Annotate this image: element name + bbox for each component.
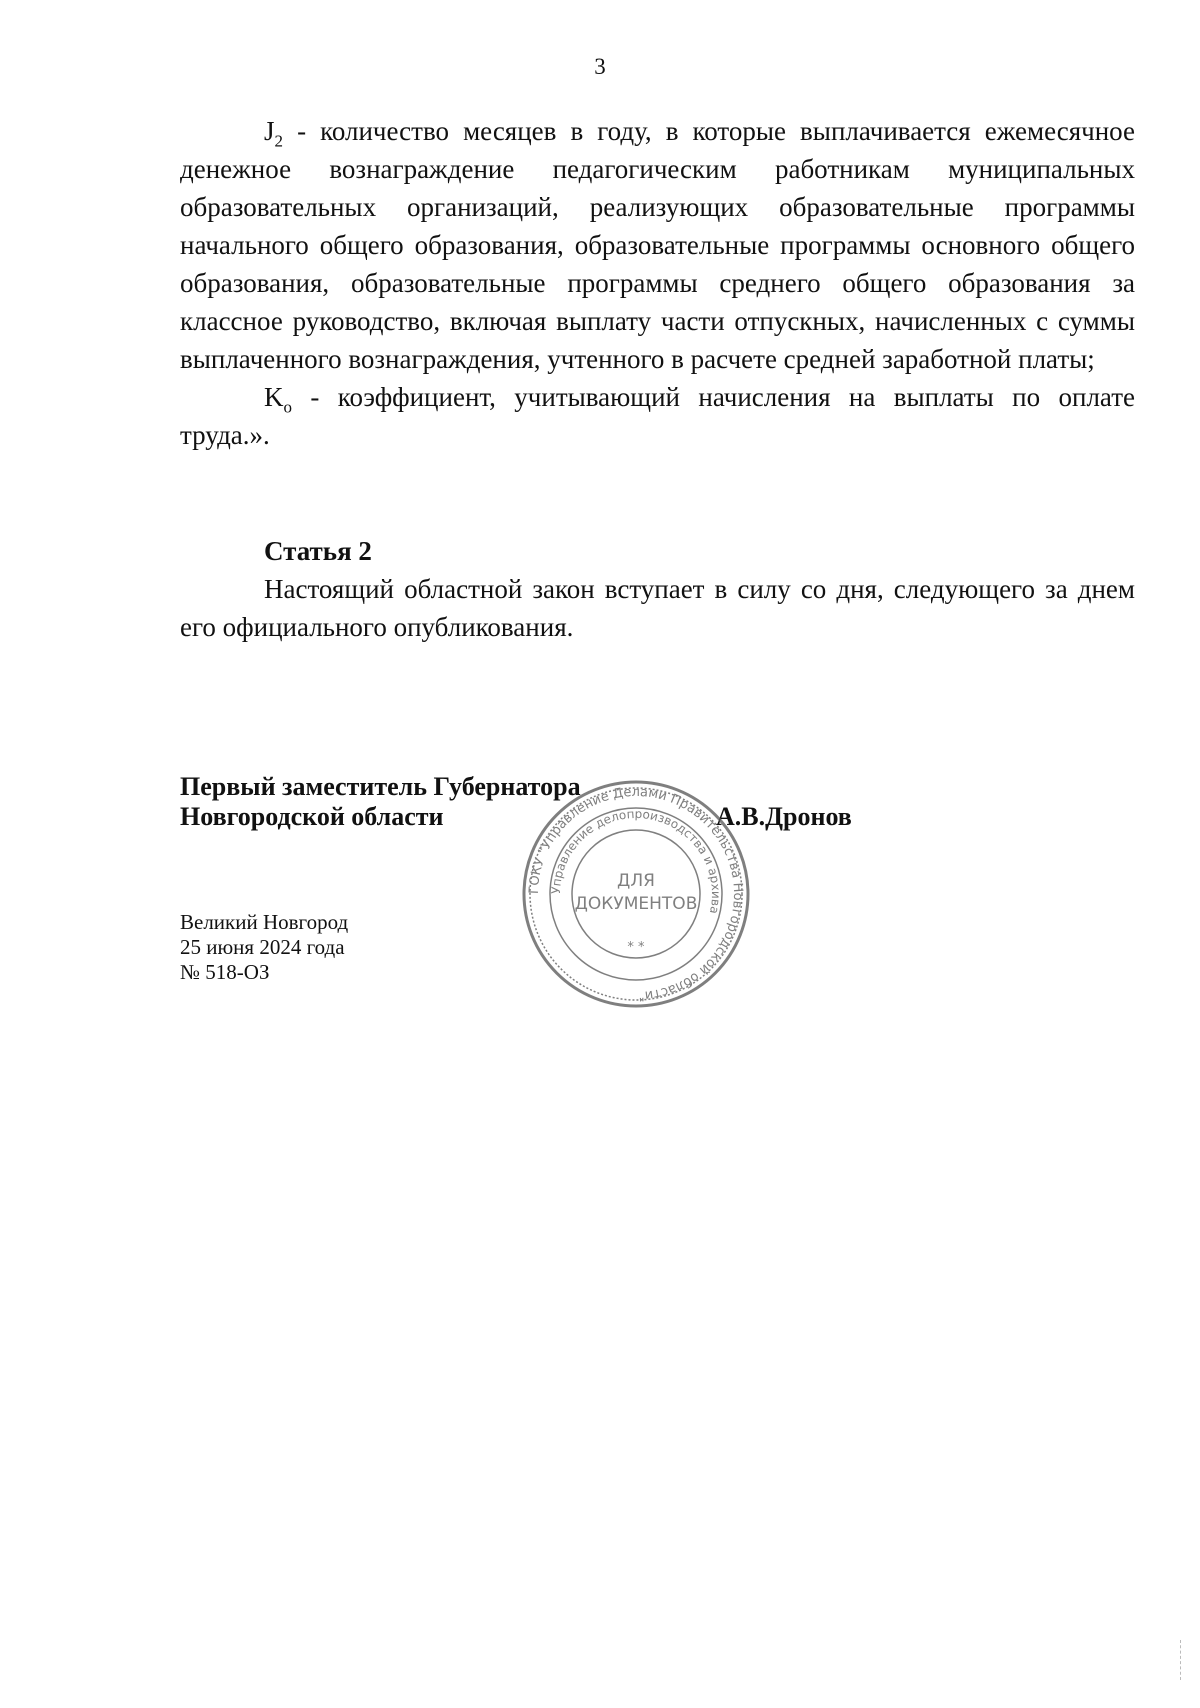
paragraph-ko xyxy=(180,378,1135,454)
seal-center-line1: ДЛЯ xyxy=(617,871,655,891)
definitions-block xyxy=(180,112,1135,454)
seal-outer-text: ГОКУ "Управление Делами Правительства Новгородской области" xyxy=(526,784,746,1004)
paragraph-ko-text: - коэффициент, учитывающий начисления на выплаты по оплате труда.». xyxy=(180,382,1135,450)
date: 25 июня 2024 года xyxy=(180,935,345,959)
seal-center-line2: ДОКУМЕНТОВ xyxy=(574,894,698,914)
law-number: № 518-ОЗ xyxy=(180,960,270,984)
seal-inner-text: Управление делопроизводства и архива xyxy=(548,806,724,916)
page-number: 3 xyxy=(594,54,606,79)
paragraph-j2 xyxy=(180,112,1135,378)
signer-position-line2: Новгородской области xyxy=(180,802,444,831)
paragraph-j2-text: - количество месяцев в году, в которые выплачивается ежемесячное денежное вознаграждение педагогическим работникам муниципальных образовательных организаций, реализующих образовательные программы начального общего образования, образовательные программы основного общего образования, образовательные программы среднего общего образования за классное руководство, включая выплату части отпускных, начисленных с суммы выплаченного вознаграждения, учтенного в расчете средней заработной платы; xyxy=(180,116,1135,374)
city: Великий Новгород xyxy=(180,910,349,934)
symbol-ko: $K_о$ xyxy=(264,382,292,417)
signer-name: А.В.Дронов xyxy=(716,802,852,831)
article-body xyxy=(180,570,1135,646)
document-details xyxy=(180,910,348,985)
article-text: Настоящий областной закон вступает в силу со дня, следующего за днем его официального опубликования. xyxy=(180,574,1135,642)
symbol-j2: $J_2$ xyxy=(264,116,284,151)
article-heading: Статья 2 xyxy=(264,536,372,566)
scan-margin-mark xyxy=(1180,1640,1182,1680)
seal-stars: * * xyxy=(627,940,645,955)
signer-position-line1: Первый заместитель Губернатора xyxy=(180,772,581,801)
official-seal-stamp xyxy=(518,776,754,1012)
